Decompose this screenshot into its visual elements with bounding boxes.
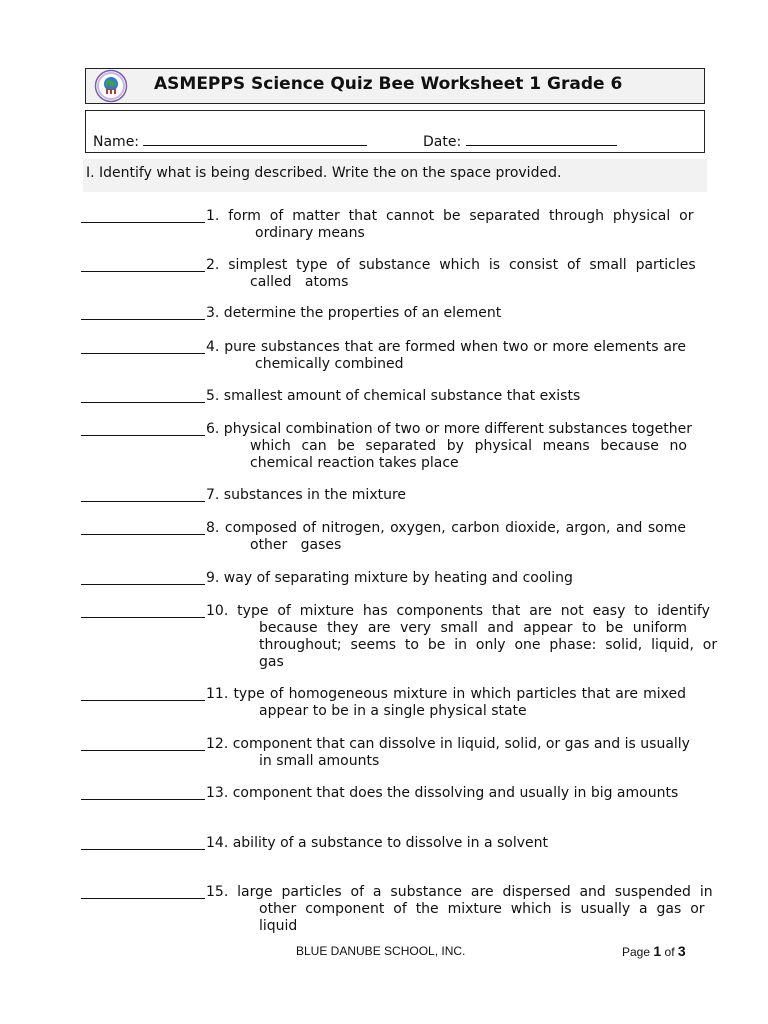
question-text: 14. ability of a substance to dissolve in a solvent	[206, 835, 549, 851]
answer-blank[interactable]	[81, 388, 205, 403]
footer-school: BLUE DANUBE SCHOOL, INC.	[296, 944, 466, 958]
page-number	[622, 943, 686, 959]
question-text: 1. form of matter that cannot be separated through physical or	[206, 208, 694, 224]
name-line[interactable]	[143, 133, 367, 146]
question-text: 9. way of separating mixture by heating and cooling	[206, 570, 573, 586]
answer-blank[interactable]	[81, 736, 205, 751]
question-text: 10. type of mixture has components that are not easy to identify	[206, 603, 710, 619]
school-logo-icon	[94, 69, 128, 103]
answer-blank[interactable]	[81, 487, 205, 502]
question-text-continuation: ordinary means	[255, 225, 365, 241]
answer-blank[interactable]	[81, 520, 205, 535]
date-label: Date:	[423, 134, 462, 150]
question-text: 7. substances in the mixture	[206, 487, 407, 503]
instruction: I. Identify what is being described. Write the on the space provided.	[83, 159, 707, 192]
question-text: 3. determine the properties of an element	[206, 305, 502, 321]
page-word: Page	[622, 945, 651, 959]
title-box	[85, 68, 705, 104]
name-label: Name:	[93, 134, 140, 150]
question-text-continuation: called atoms	[250, 274, 349, 290]
answer-blank[interactable]	[81, 570, 205, 585]
answer-blank[interactable]	[81, 686, 205, 701]
page-total: 3	[677, 943, 686, 959]
question-text: 15. large particles of a substance are dispersed and suspended in	[206, 884, 713, 900]
question-text-continuation: which can be separated by physical means because no	[250, 438, 687, 454]
answer-blank[interactable]	[81, 339, 205, 354]
question-text: 4. pure substances that are formed when two or more elements are	[206, 339, 686, 355]
question-text-continuation: other gases	[250, 537, 342, 553]
question-text: 13. component that does the dissolving and usually in big amounts	[206, 785, 679, 801]
question-text-continuation: gas	[259, 654, 284, 670]
page-title: ASMEPPS Science Quiz Bee Worksheet 1 Grade 6	[154, 74, 623, 94]
answer-blank[interactable]	[81, 421, 205, 436]
question-text-continuation: chemical reaction takes place	[250, 455, 459, 471]
name-date-box	[85, 110, 705, 153]
question-text-continuation: throughout; seems to be in only one phase: solid, liquid, or	[259, 637, 718, 653]
question-text-continuation: chemically combined	[255, 356, 404, 372]
question-text-continuation: in small amounts	[259, 753, 380, 769]
answer-blank[interactable]	[81, 884, 205, 899]
page-of: of	[664, 945, 675, 959]
question-text-continuation: liquid	[259, 918, 298, 934]
question-text: 5. smallest amount of chemical substance that exists	[206, 388, 581, 404]
question-text: 6. physical combination of two or more different substances together	[206, 421, 692, 437]
answer-blank[interactable]	[81, 603, 205, 618]
question-text-continuation: appear to be in a single physical state	[259, 703, 527, 719]
answer-blank[interactable]	[81, 835, 205, 850]
answer-blank[interactable]	[81, 257, 205, 272]
question-text: 8. composed of nitrogen, oxygen, carbon dioxide, argon, and some	[206, 520, 686, 536]
answer-blank[interactable]	[81, 305, 205, 320]
answer-blank[interactable]	[81, 208, 205, 223]
question-text: 11. type of homogeneous mixture in which particles that are mixed	[206, 686, 686, 702]
question-text: 12. component that can dissolve in liquid, solid, or gas and is usually	[206, 736, 690, 752]
date-field[interactable]	[423, 133, 617, 150]
question-text-continuation: because they are very small and appear to be uniform	[259, 620, 687, 636]
question-text-continuation: other component of the mixture which is usually a gas or	[259, 901, 705, 917]
page-current: 1	[653, 943, 662, 959]
answer-blank[interactable]	[81, 785, 205, 800]
question-text: 2. simplest type of substance which is consist of small particles	[206, 257, 696, 273]
name-field[interactable]	[93, 133, 367, 150]
date-line[interactable]	[466, 133, 617, 146]
